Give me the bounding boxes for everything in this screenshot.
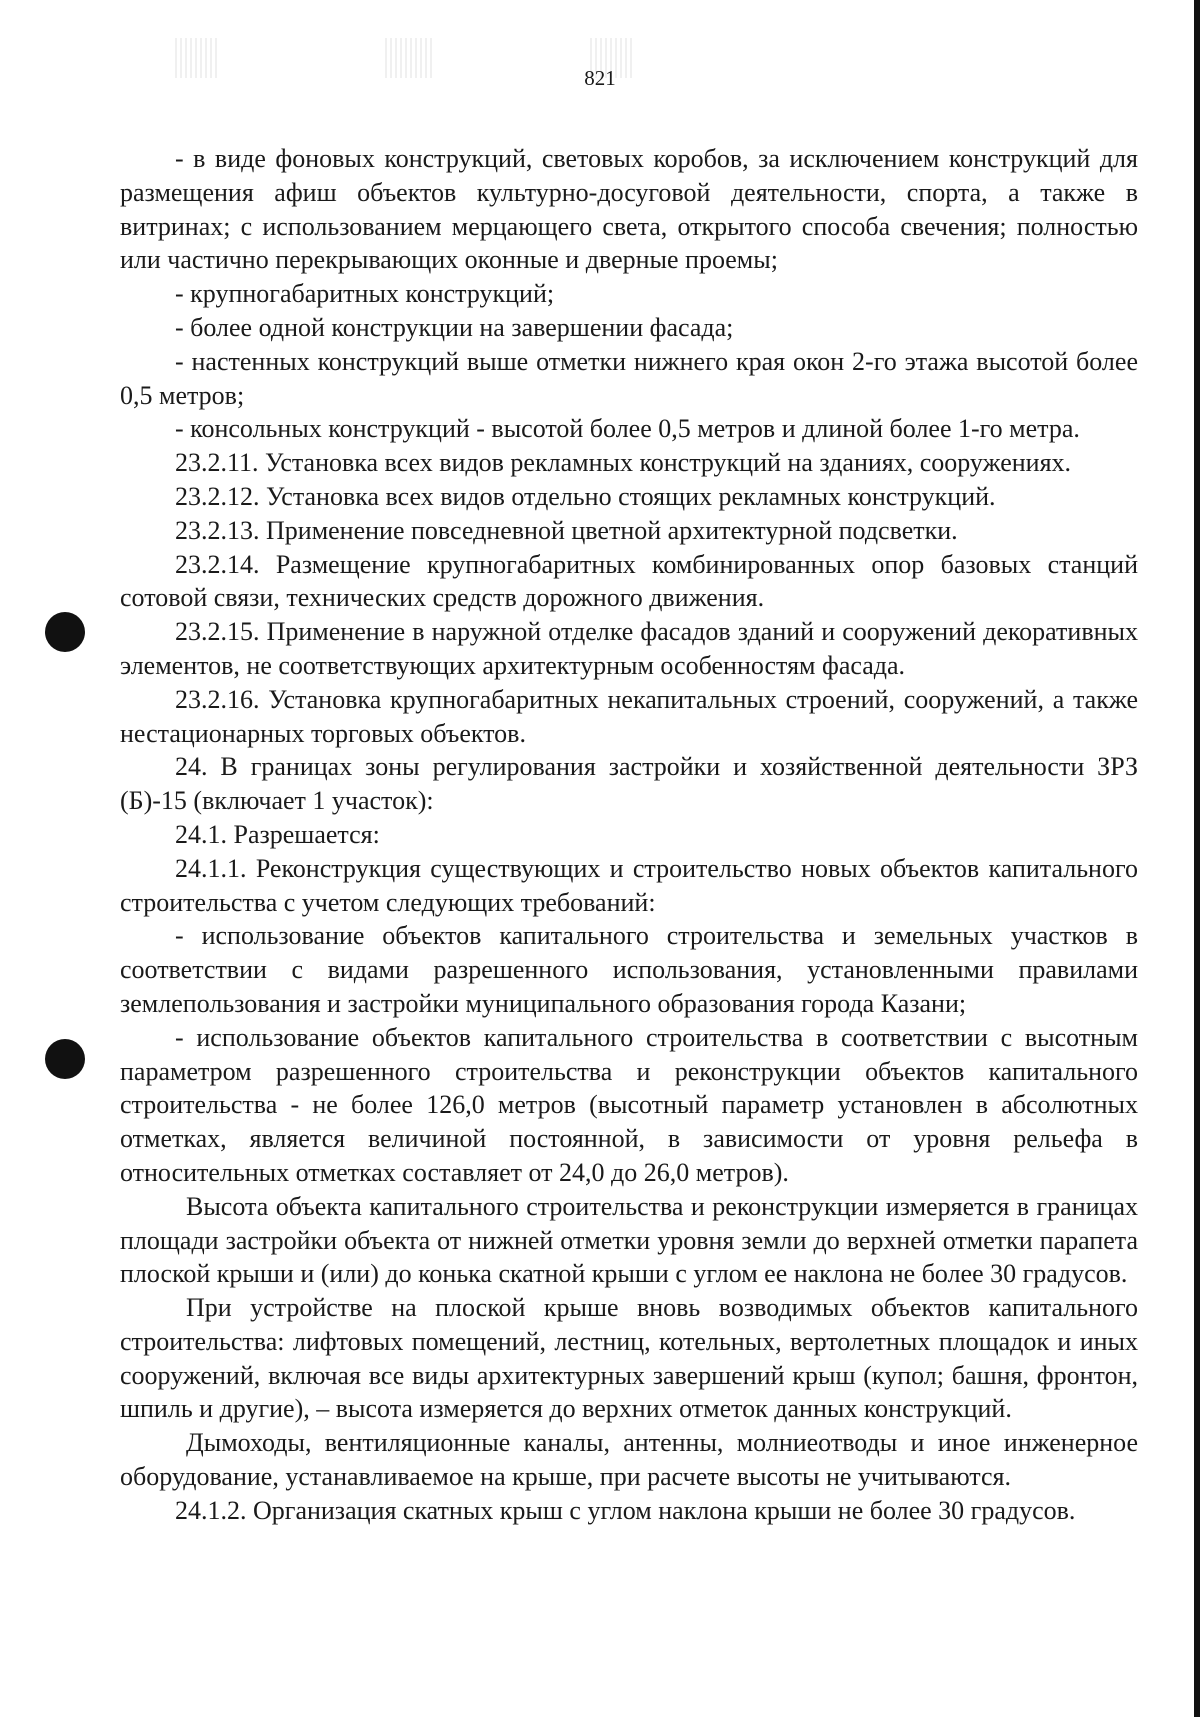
paragraph: Дымоходы, вентиляционные каналы, антенны, молниеотводы и иное инженерное оборудование, устанавливаемое на крыше, при расчете высоты не учитываются.: [120, 1428, 1138, 1492]
paragraph: - использование объектов капитального строительства в соответствии с высотным параметром разрешенного строительства и реконструкции объектов капитального строительства - не более 126,0 метров (высотный параметр установлен в абсолютных отметках, является величиной постоянной, в зависимости от уровня рельефа в относительных отметках составляет от 24,0 до 26,0 метров).: [120, 1022, 1138, 1187]
paragraph: 23.2.15. Применение в наружной отделке фасадов зданий и сооружений декоративных элементов, не соответствующих архитектурным особенностям фасада.: [120, 617, 1138, 680]
document-body: [120, 142, 1138, 1528]
paragraph: При устройстве на плоской крыше вновь возводимых объектов капитального строительства: лифтовых помещений, лестниц, котельных, вертолетных площадок и иных сооружений, включая все виды архитектурных завершений крыш (купол; башня, фронтон, шпиль и другие), – высота измеряется до верхних отметок данных конструкций.: [120, 1293, 1138, 1424]
paragraph: Высота объекта капитального строительства и реконструкции измеряется в границах площади застройки объекта от нижней отметки уровня земли до верхней отметки парапета плоской крыши и (или) до конька скатной крыши с углом ее наклона не более 30 градусов.: [120, 1191, 1138, 1289]
paragraph: 23.2.13. Применение повседневной цветной архитектурной подсветки.: [175, 515, 958, 545]
paragraph: 23.2.16. Установка крупногабаритных некапитальных строений, сооружений, а также нестационарных торговых объектов.: [120, 684, 1138, 748]
paragraph: 23.2.14. Размещение крупногабаритных комбинированных опор базовых станций сотовой связи, технических средств дорожного движения.: [120, 549, 1138, 613]
punch-hole: [45, 1039, 85, 1079]
scan-border: [1194, 0, 1200, 1717]
paragraph: 23.2.11. Установка всех видов рекламных конструкций на зданиях, сооружениях.: [175, 448, 1072, 478]
paragraph: - использование объектов капитального строительства и земельных участков в соответствии с видами разрешенного использования, установленными правилами землепользования и застройки муниципального образования города Казани;: [120, 921, 1138, 1018]
paragraph: 24.1.1. Реконструкция существующих и строительство новых объектов капитального строительства с учетом следующих требований:: [120, 853, 1138, 917]
paragraph: - крупногабаритных конструкций;: [175, 279, 555, 309]
paragraph: - консольных конструкций - высотой более 0,5 метров и длиной более 1-го метра.: [175, 414, 1080, 444]
paragraph: 24. В границах зоны регулирования застройки и хозяйственной деятельности ЗРЗ (Б)-15 (включает 1 участок):: [120, 752, 1138, 816]
punch-hole: [45, 612, 85, 652]
paragraph: - в виде фоновых конструкций, световых коробов, за исключением конструкций для размещения афиш объектов культурно-досуговой деятельности, спорта, а также в витринах; с использованием мерцающего света, открытого способа свечения; полностью или частично перекрывающих оконные и дверные проемы;: [120, 144, 1138, 275]
paragraph: - настенных конструкций выше отметки нижнего края окон 2-го этажа высотой более 0,5 метров;: [120, 346, 1138, 410]
page-number: 821: [584, 66, 616, 90]
paragraph: 24.1. Разрешается:: [175, 819, 380, 849]
paragraph: 24.1.2. Организация скатных крыш с углом наклона крыши не более 30 градусов.: [175, 1495, 1076, 1525]
paragraph: - более одной конструкции на завершении фасада;: [175, 312, 734, 342]
paragraph: 23.2.12. Установка всех видов отдельно стоящих рекламных конструкций.: [175, 481, 996, 511]
